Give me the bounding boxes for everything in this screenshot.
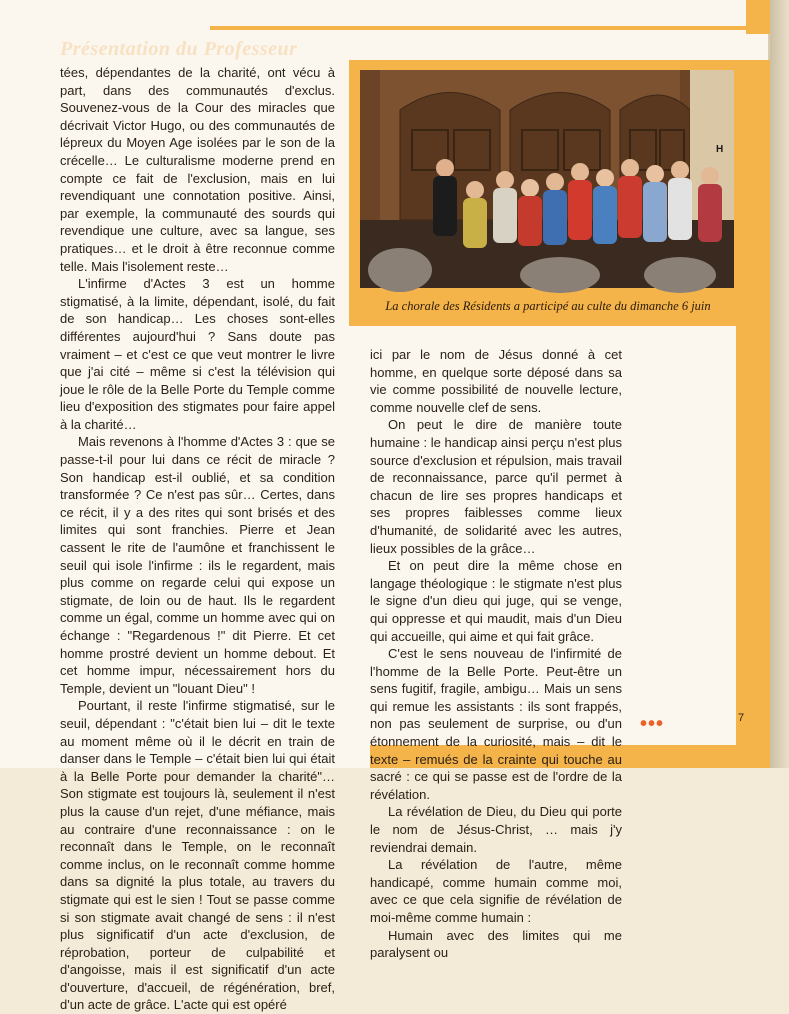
paragraph: Et on peut dire la même chose en langage théologique : le stigmate n'est plus le signe d'un dieu qui juge, qui se venge, qui oppresse et qui maudit, mais d'un Dieu qui accueille, qui aime et qui fait grâce. [370,558,622,644]
right-text-column [370,346,622,962]
page-number: 7 [738,712,745,724]
choir-photo-illustration [360,70,734,288]
paragraph: La révélation de l'autre, même handicapé, comme humain comme moi, avec ce que cela signifie de révélation de moi-même comme humain : [370,857,622,925]
paragraph: La révélation de Dieu, du Dieu qui porte le nom de Jésus-Christ, … mais j'y reviendrai demain. [370,804,622,855]
left-text-column [60,64,335,1014]
top-decorative-frame [210,0,770,34]
paragraph: Humain avec des limites qui me paralysent ou [370,927,622,961]
paragraph: On peut le dire de manière toute humaine : le handicap ainsi perçu n'est plus source d'exclusion et répulsion, mais travail de reconnaissance, parce qu'il permet à chacun de lire ses propres handicaps et ses propres faiblesses comme lieux d'humanité, de solidarité avec les autres, lieux possibles de la grâce… [370,417,622,556]
top-frame-border [210,0,746,30]
paragraph: C'est le sens nouveau de l'infirmité de l'homme de la Belle Porte. Peut-être un sens fugitif, fragile, ambigu… Mais un sens qui remue les assistants : ils sont frappés, non pas seulement de surprise, ou d'un étonnement de la curiosité, mais – dit le texte – remués de la crainte qui touche au sacré : ce qui se passe est de l'ordre de la révélation. [370,646,622,802]
photo-caption: La chorale des Résidents a participé au culte du dimanche 6 juin [385,299,711,313]
paragraph: tées, dépendantes de la charité, ont vécu à part, dans des communautés d'exclus. Souvenez-vous de la Cour des miracles que décrivait Victor Hugo, ou des communautés de lépreux du Moyen Age isolées par le son de la crécelle… Le culturalisme moderne prend en compte ce fait de l'exclusion, mais en lui revendiquant une connotation positive. Ainsi, par exemple, la communauté des sourds qui revendique une culture, avec sa langue, ses pratiques… et le droit à être reconnue comme telle. Mais l'isolement reste… [60,65,335,274]
photo-label: H [716,144,724,155]
paragraph: Pourtant, il reste l'infirme stigmatisé, sur le seuil, dépendant : "c'était bien lui – dit le texte au moment même où il le décrit en train de danser dans le Temple – c'était bien lui qui était à la Belle Porte pour demander la charité"… Son stigmate est toujours là, seulement il n'est plus la cause d'un rejet, d'une méfiance, mais au contraire d'une reconnaissance : on le reconnaît dans le Temple, on le reconnaît comme inclus, on le reconnaît comme homme dans sa dignité la plus totale, au travers du stigmate qui est le sien ! Tout se passe comme si son stigmate avait changé de sens : il n'est plus significatif d'un acte d'exclusion, de réprobation, porteur de culpabilité et d'angoisse, mais il est significatif d'un acte d'ouverture, d'accueil, de régénération, bref, d'un acte de grâce. L'acte qui est opéré [60,698,335,1013]
section-title: Présentation du Professeur [60,38,298,60]
paragraph: L'infirme d'Actes 3 est un homme stigmatisé, à la limite, dépendant, isolé, du fait de son handicap… Les choses sont-elles différentes aujourd'hui ? Sans doute pas vraiment – et c'est ce que veut montrer le livre que j'ai cité – même si c'est la télévision qui joue le rôle de la Belle Porte du Temple comme lieu d'exposition des stigmates pour faire appel à la charité… [60,276,335,432]
continuation-dots: ••• [640,713,665,735]
choir-photo [360,70,734,288]
page-binding [770,0,789,768]
paragraph: Mais revenons à l'homme d'Actes 3 : que se passe-t-il pour lui dans ce récit de miracle ? Son handicap est-il oublié, et sa condition transformée ? Ce n'est pas sûr… Certes, dans ce récit, il y a des rites qui sont brisés et des limites qui sont franchies. Pierre et Jean cassent le rite de l'aumône et franchissent le seuil qui isole l'infirme : ils le regardent, mais plus comme on regarde celui qui expose un stigmate, de loin ou de haut. Ils le regardent comme un égal, comme un homme avec qui on échange : "Regardenous !" dit Pierre. Et cet homme prostré devient un homme debout. Et cet homme impur, nécessairement hors du Temple, devient un "louant Dieu" ! [60,434,335,696]
paragraph: ici par le nom de Jésus donné à cet homme, en quelque sorte déposé dans sa vie comme possibilité de nouvelle lecture, comme nouvelle clef de sens. [370,347,622,415]
photo-frame [349,60,745,326]
